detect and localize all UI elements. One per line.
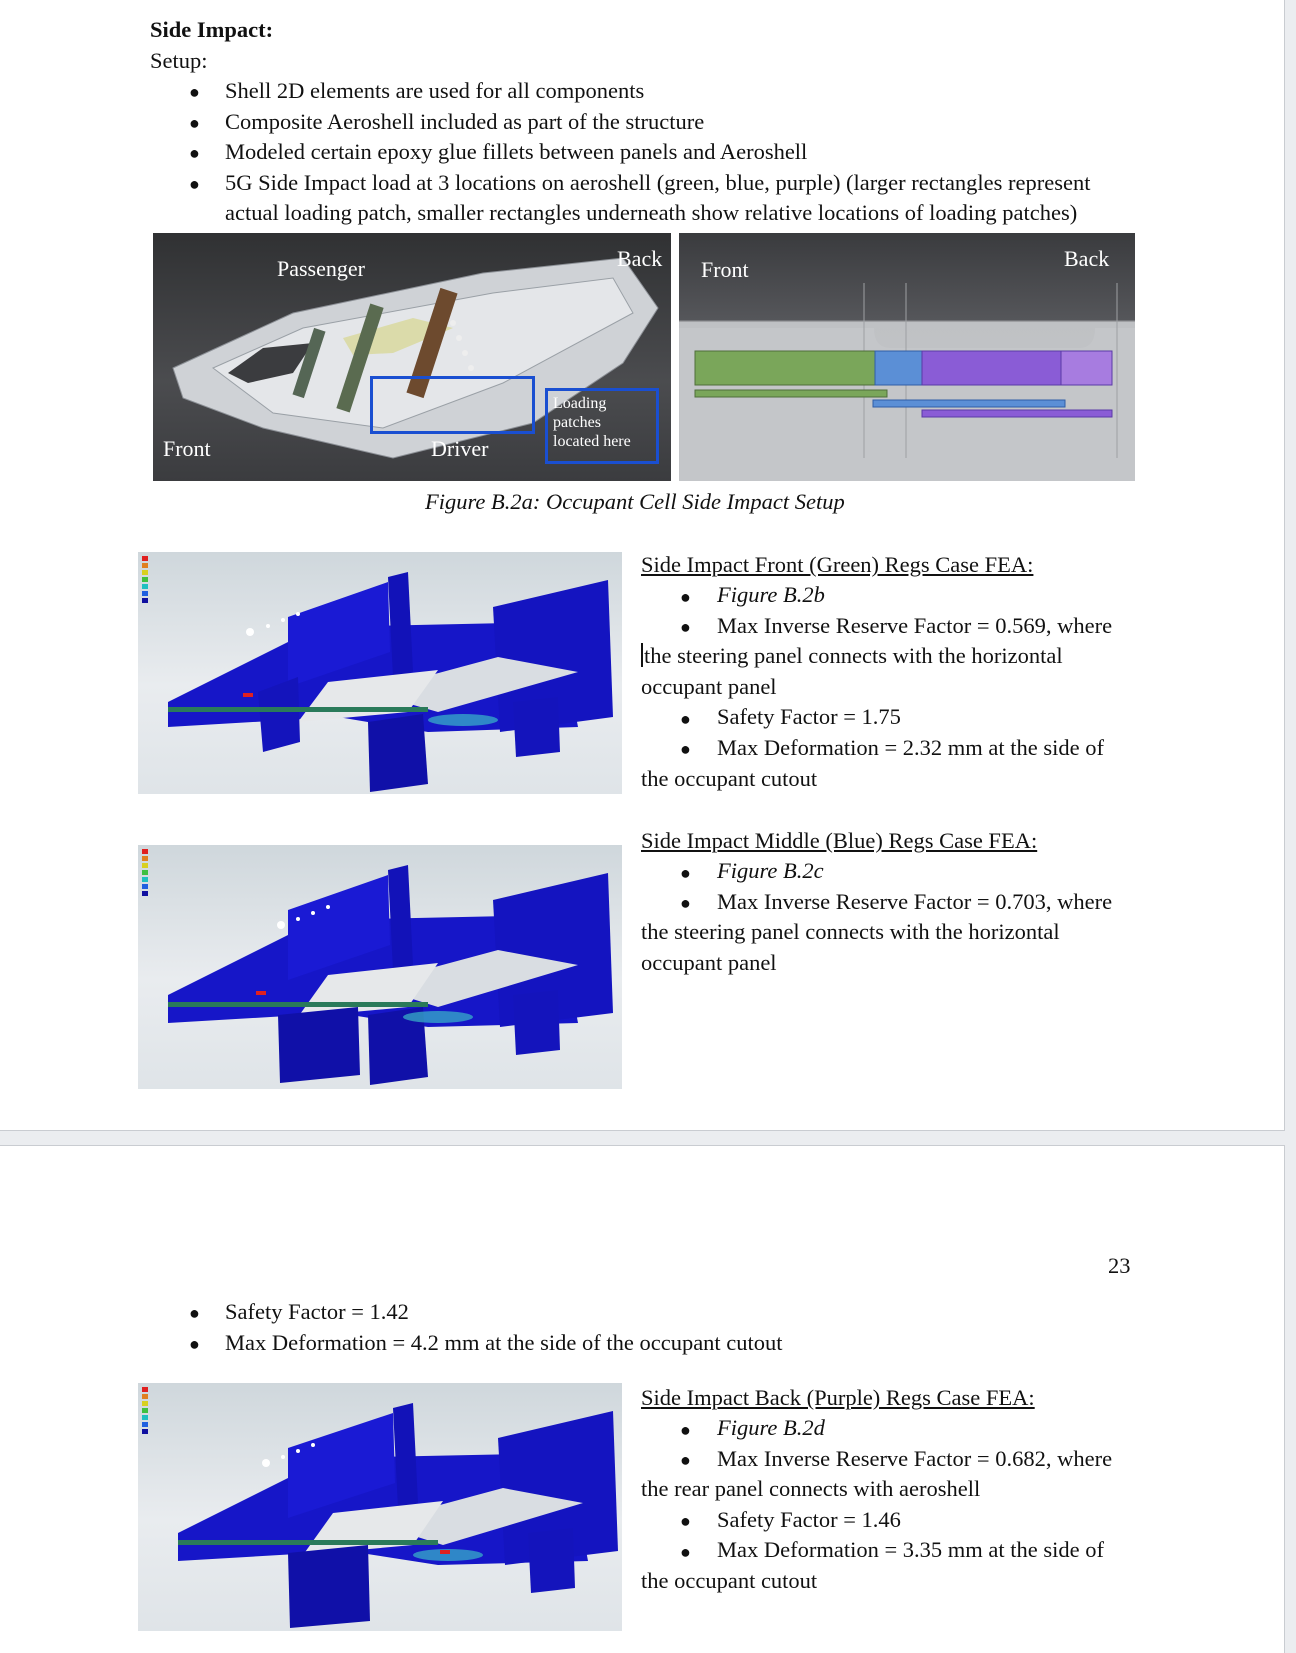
label-loading-line: Loading bbox=[553, 395, 607, 412]
bullet-dot: ● bbox=[189, 82, 200, 102]
carryover-safety-factor: Safety Factor = 1.42 bbox=[225, 1299, 409, 1324]
label-driver: Driver bbox=[431, 436, 489, 461]
bullet-dot: ● bbox=[680, 1511, 691, 1531]
bullet-dot: ● bbox=[189, 1334, 200, 1354]
front-case-title: Side Impact Front (Green) Regs Case FEA: bbox=[641, 552, 1034, 577]
middle-irf-cont-2: occupant panel bbox=[641, 950, 777, 975]
fea-front-image bbox=[138, 552, 622, 794]
bullet-dot: ● bbox=[680, 739, 691, 759]
bullet-text: Modeled certain epoxy glue fillets between panels and Aeroshell bbox=[225, 139, 808, 164]
fea-middle-model bbox=[138, 845, 622, 1089]
label-front: Front bbox=[163, 436, 211, 461]
setup-side-view-image bbox=[679, 233, 1135, 481]
back-safety-factor: Safety Factor = 1.46 bbox=[717, 1507, 901, 1532]
label-loading-line: located here bbox=[553, 433, 631, 450]
back-deformation: Max Deformation = 3.35 mm at the side of bbox=[717, 1537, 1104, 1562]
bullet-text: 5G Side Impact load at 3 locations on aeroshell (green, blue, purple) (larger rectangles represent bbox=[225, 170, 1091, 195]
middle-case-title: Side Impact Middle (Blue) Regs Case FEA: bbox=[641, 828, 1038, 853]
bullet-dot: ● bbox=[680, 617, 691, 637]
back-deformation-cont: the occupant cutout bbox=[641, 1568, 818, 1593]
label-passenger: Passenger bbox=[277, 256, 365, 281]
bullet-dot: ● bbox=[680, 1420, 691, 1440]
back-irf: Max Inverse Reserve Factor = 0.682, where bbox=[717, 1446, 1113, 1471]
middle-irf: Max Inverse Reserve Factor = 0.703, where bbox=[717, 889, 1113, 914]
middle-irf-cont: the steering panel connects with the horizontal bbox=[641, 919, 1060, 944]
front-figure-ref: Figure B.2b bbox=[717, 582, 825, 607]
back-figure-ref: Figure B.2d bbox=[717, 1415, 825, 1440]
bullet-dot: ● bbox=[680, 709, 691, 729]
label-side-front: Front bbox=[701, 257, 749, 282]
front-safety-factor: Safety Factor = 1.75 bbox=[717, 704, 901, 729]
carryover-deformation: Max Deformation = 4.2 mm at the side of the occupant cutout bbox=[225, 1330, 783, 1355]
setup-isometric-image bbox=[153, 233, 671, 481]
bullet-text: Composite Aeroshell included as part of the structure bbox=[225, 109, 705, 134]
fea-back-image bbox=[138, 1383, 622, 1631]
bullet-dot: ● bbox=[189, 113, 200, 133]
section-heading: Side Impact: bbox=[150, 17, 274, 42]
fea-legend-icon bbox=[142, 556, 182, 618]
front-irf-cont bbox=[641, 641, 1063, 672]
fea-legend-icon bbox=[142, 849, 182, 911]
label-loading-line: patches bbox=[553, 414, 601, 431]
fea-middle-image bbox=[138, 845, 622, 1089]
front-irf-cont-2: occupant panel bbox=[641, 674, 777, 699]
label-back: Back bbox=[617, 246, 663, 271]
back-irf-cont: the rear panel connects with aeroshell bbox=[641, 1476, 981, 1501]
bullet-dot: ● bbox=[189, 1303, 200, 1323]
highlight-box bbox=[370, 376, 535, 434]
label-side-back: Back bbox=[1064, 246, 1110, 271]
fea-back-model bbox=[138, 1383, 622, 1631]
front-deformation: Max Deformation = 2.32 mm at the side of bbox=[717, 735, 1104, 760]
bullet-text: Shell 2D elements are used for all components bbox=[225, 78, 645, 103]
front-irf-cont-text: the steering panel connects with the horizontal bbox=[644, 643, 1063, 668]
bullet-text-continuation: actual loading patch, smaller rectangles underneath show relative locations of loading patches) bbox=[225, 200, 1078, 225]
bullet-dot: ● bbox=[680, 863, 691, 883]
bullet-dot: ● bbox=[680, 587, 691, 607]
setup-label: Setup: bbox=[150, 48, 208, 73]
bullet-dot: ● bbox=[680, 1542, 691, 1562]
document-page-2 bbox=[0, 1145, 1285, 1653]
label-loading-patches bbox=[553, 394, 631, 451]
bullet-dot: ● bbox=[680, 1450, 691, 1470]
front-deformation-cont: the occupant cutout bbox=[641, 766, 818, 791]
fea-front-model bbox=[138, 552, 622, 794]
middle-figure-ref: Figure B.2c bbox=[717, 858, 824, 883]
bullet-dot: ● bbox=[189, 143, 200, 163]
figure-caption: Figure B.2a: Occupant Cell Side Impact Setup bbox=[425, 489, 845, 514]
front-irf: Max Inverse Reserve Factor = 0.569, where bbox=[717, 613, 1113, 638]
fea-legend-icon bbox=[142, 1387, 182, 1449]
bullet-dot: ● bbox=[680, 893, 691, 913]
page-number: 23 bbox=[1108, 1253, 1131, 1278]
text-cursor bbox=[641, 643, 643, 667]
bullet-dot: ● bbox=[189, 174, 200, 194]
back-case-title: Side Impact Back (Purple) Regs Case FEA: bbox=[641, 1385, 1035, 1410]
